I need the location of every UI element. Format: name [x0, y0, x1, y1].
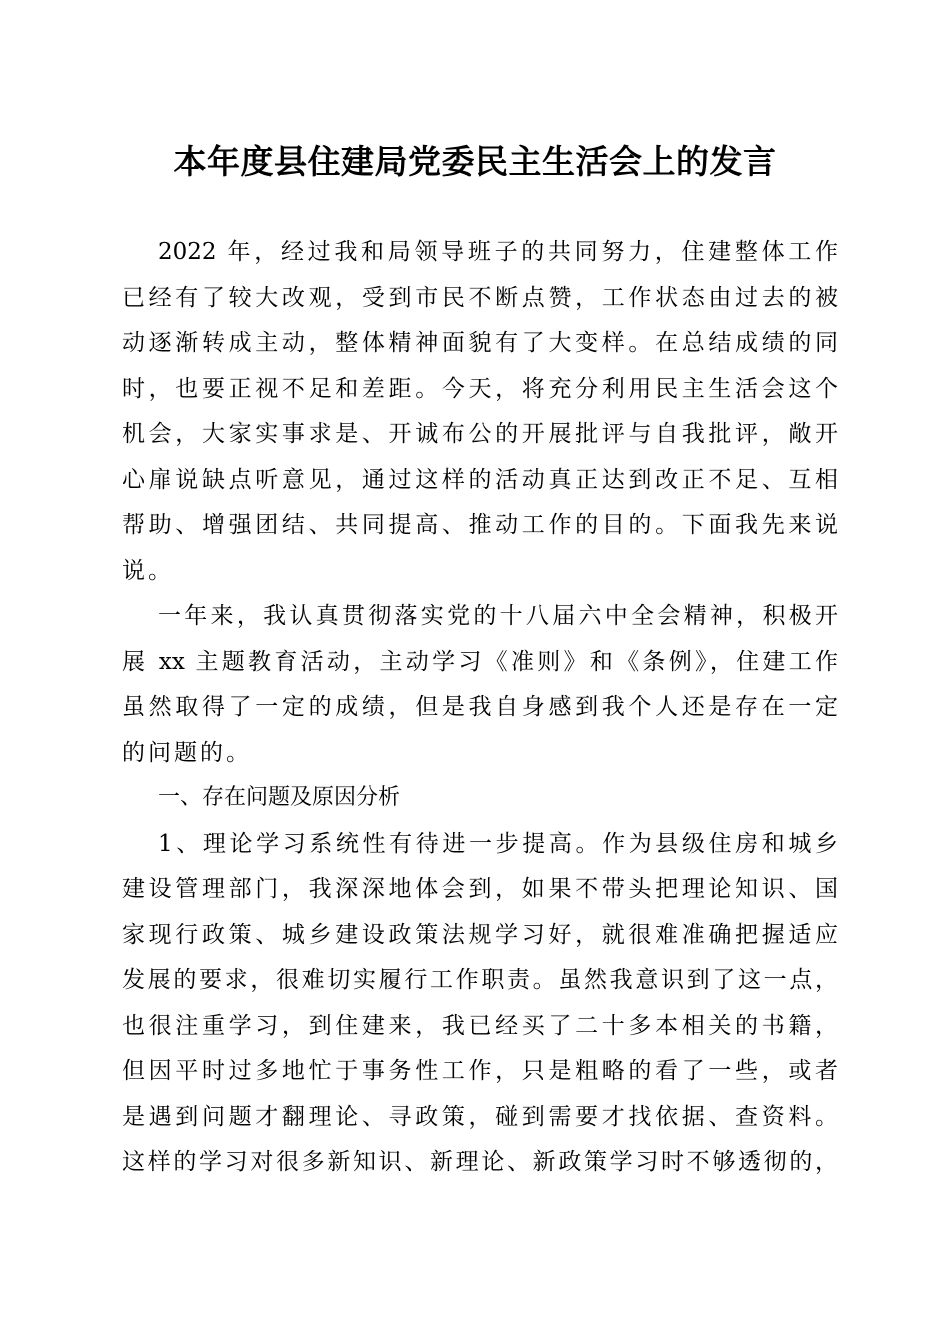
document-title: 本年度县住建局党委民主生活会上的发言: [173, 142, 777, 181]
paragraph-line: 也很注重学习，到住建来，我已经买了二十多本相关的书籍，: [122, 1012, 838, 1039]
paragraph-line: 已经有了较大改观，受到市民不断点赞，工作状态由过去的被: [122, 284, 838, 311]
paragraph-line: 这样的学习对很多新知识、新理论、新政策学习时不够透彻的，: [122, 1149, 838, 1175]
paragraph-line: 机会，大家实事求是、开诚布公的开展批评与自我批评，敞开: [122, 421, 838, 447]
paragraph-line: 家现行政策、城乡建设政策法规学习好，就很难准确把握适应: [122, 921, 838, 948]
paragraph-line: 虽然取得了一定的成绩，但是我自身感到我个人还是存在一定: [122, 694, 838, 720]
paragraph-line: 的问题的。: [122, 739, 252, 766]
paragraph-line: 发展的要求，很难切实履行工作职责。虽然我意识到了这一点，: [122, 967, 838, 993]
paragraph-line: 1、理论学习系统性有待进一步提高。作为县级住房和城乡: [158, 830, 838, 857]
paragraph-line: 一年来，我认真贯彻落实党的十八届六中全会精神，积极开: [158, 603, 838, 629]
paragraph-line: 时，也要正视不足和差距。今天，将充分利用民主生活会这个: [122, 375, 838, 402]
paragraph-line: 说。: [122, 557, 174, 584]
paragraph-line: 帮助、增强团结、共同提高、推动工作的目的。下面我先来说: [122, 512, 838, 538]
paragraph-line: 心扉说缺点听意见，通过这样的活动真正达到改正不足、互相: [122, 466, 838, 493]
document-body: [122, 232, 838, 1188]
paragraph-line: 2022 年，经过我和局领导班子的共同努力，住建整体工作: [158, 239, 838, 265]
paragraph-line: 动逐渐转成主动，整体精神面貌有了大变样。在总结成绩的同: [122, 330, 838, 356]
section-heading: 一、存在问题及原因分析: [158, 785, 401, 810]
paragraph-line: 展 xx 主题教育活动，主动学习《准则》和《条例》，住建工作: [122, 648, 838, 675]
paragraph-line: 建设管理部门，我深深地体会到，如果不带头把理论知识、国: [122, 876, 838, 902]
paragraph-line: 是遇到问题才翻理论、寻政策，碰到需要才找依据、查资料。: [122, 1103, 838, 1130]
paragraph-line: 但因平时过多地忙于事务性工作，只是粗略的看了一些，或者: [122, 1058, 838, 1084]
